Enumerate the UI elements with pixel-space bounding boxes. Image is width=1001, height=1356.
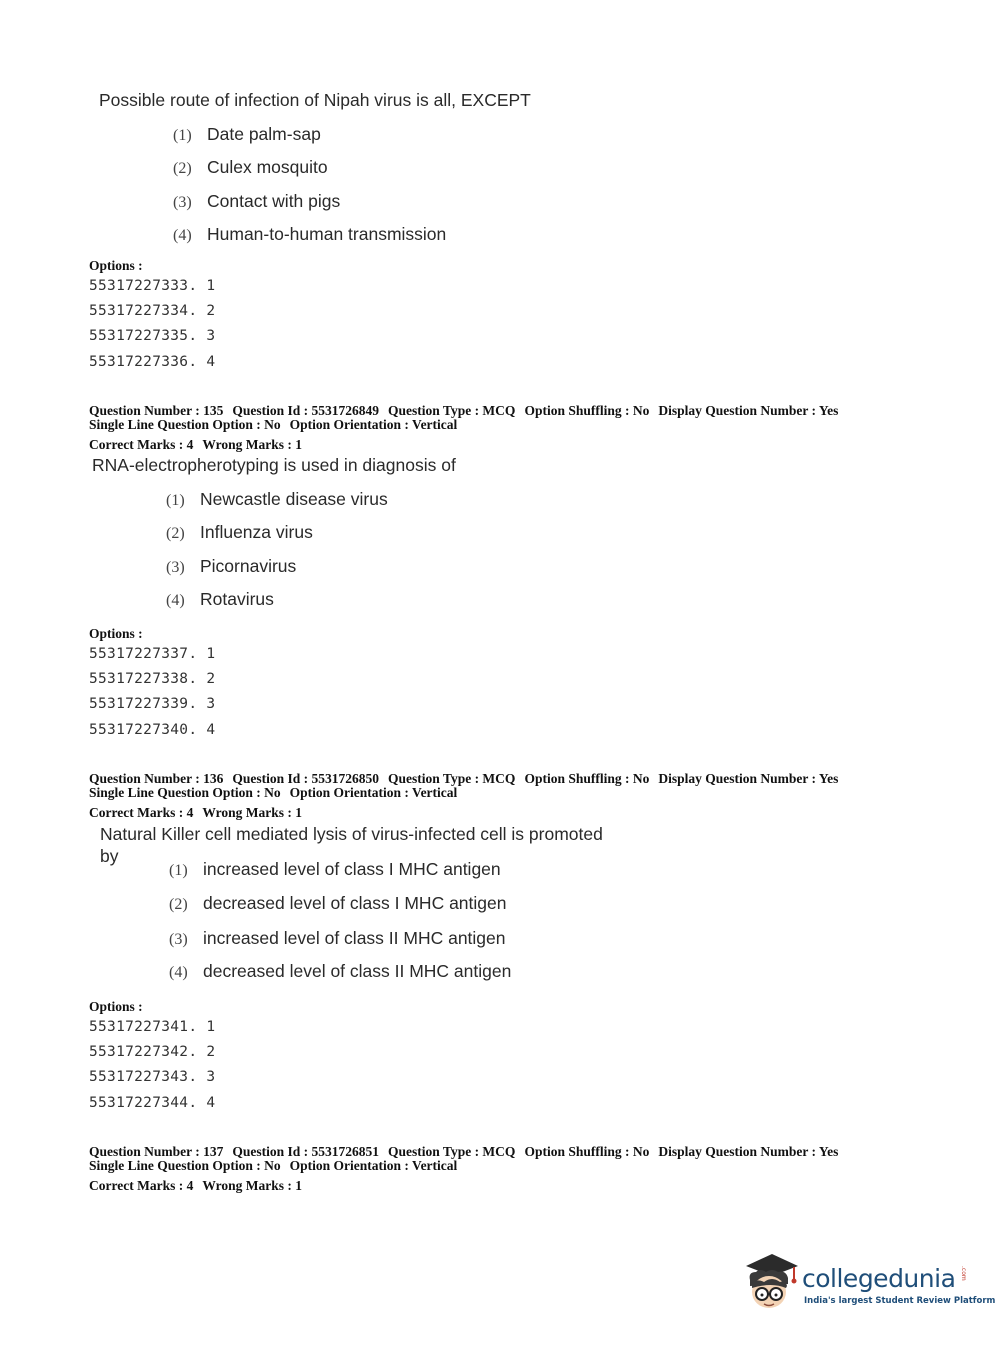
- meta-field: Single Line Question Option : No: [89, 785, 281, 800]
- choice-text: Date palm-sap: [207, 124, 321, 144]
- answer-choice: [169, 859, 501, 880]
- choice-text: Newcastle disease virus: [200, 489, 388, 509]
- answer-choice: [166, 489, 388, 510]
- choice-number: (2): [173, 160, 192, 177]
- logo-domain-suffix: .com: [960, 1266, 967, 1281]
- choice-number: (4): [166, 592, 185, 609]
- question-meta: [89, 403, 847, 418]
- question-meta: [89, 1158, 466, 1173]
- meta-field: Correct Marks : 4: [89, 437, 194, 452]
- option-id: 55317227341. 1: [89, 1019, 216, 1035]
- question-meta: [89, 785, 466, 800]
- meta-field: Question Id : 5531726851: [232, 1144, 380, 1159]
- options-label: Options :: [89, 626, 143, 641]
- choice-number: (3): [169, 931, 188, 948]
- meta-field: Single Line Question Option : No: [89, 417, 281, 432]
- meta-field: Wrong Marks : 1: [202, 437, 302, 452]
- choice-text: Picornavirus: [200, 556, 297, 576]
- meta-field: Correct Marks : 4: [89, 1178, 194, 1193]
- meta-field: Wrong Marks : 1: [202, 1178, 302, 1193]
- meta-field: Single Line Question Option : No: [89, 1158, 281, 1173]
- answer-choice: [173, 124, 321, 145]
- collegedunia-logo: [742, 1250, 996, 1320]
- choice-number: (1): [169, 862, 188, 879]
- choice-text: Human-to-human transmission: [207, 224, 447, 244]
- meta-field: Question Id : 5531726850: [232, 771, 380, 786]
- option-id: 55317227333. 1: [89, 278, 216, 294]
- answer-choice: [166, 556, 296, 577]
- answer-choice: [173, 224, 446, 245]
- meta-field: Question Id : 5531726849: [232, 403, 380, 418]
- meta-field: Question Type : MCQ: [388, 1144, 516, 1159]
- meta-field: Option Shuffling : No: [524, 771, 650, 786]
- options-label: Options :: [89, 999, 143, 1014]
- choice-text: decreased level of class II MHC antigen: [203, 961, 512, 981]
- meta-field: Display Question Number : Yes: [658, 403, 839, 418]
- option-id: 55317227342. 2: [89, 1044, 216, 1060]
- choice-number: (4): [173, 227, 192, 244]
- meta-field: Question Type : MCQ: [388, 771, 516, 786]
- question-marks: [89, 805, 311, 820]
- logo-tagline: India's largest Student Review Platform: [804, 1296, 996, 1306]
- choice-text: Rotavirus: [200, 589, 274, 609]
- choice-number: (1): [166, 492, 185, 509]
- meta-field: Display Question Number : Yes: [658, 771, 839, 786]
- choice-number: (1): [173, 127, 192, 144]
- option-id: 55317227335. 3: [89, 328, 216, 344]
- choice-text: increased level of class II MHC antigen: [203, 928, 506, 948]
- question-text: Possible route of infection of Nipah virus is all, EXCEPT: [99, 90, 531, 110]
- meta-field: Display Question Number : Yes: [658, 1144, 839, 1159]
- choice-number: (4): [169, 964, 188, 981]
- mascot-icon: [742, 1250, 800, 1314]
- option-id: 55317227344. 4: [89, 1095, 216, 1111]
- choice-text: Contact with pigs: [207, 191, 341, 211]
- answer-choice: [166, 589, 274, 610]
- choice-number: (3): [166, 559, 185, 576]
- meta-field: Question Type : MCQ: [388, 403, 516, 418]
- question-text: Natural Killer cell mediated lysis of virus-infected cell is promoted: [100, 824, 603, 844]
- question-meta: [89, 1144, 847, 1159]
- choice-number: (2): [166, 525, 185, 542]
- meta-field: Option Orientation : Vertical: [289, 1158, 458, 1173]
- choice-text: Culex mosquito: [207, 157, 328, 177]
- options-label: Options :: [89, 258, 143, 273]
- option-id: 55317227337. 1: [89, 646, 216, 662]
- choice-text: decreased level of class I MHC antigen: [203, 893, 507, 913]
- option-id: 55317227336. 4: [89, 354, 216, 370]
- meta-field: Option Shuffling : No: [524, 1144, 650, 1159]
- choice-number: (3): [173, 194, 192, 211]
- question-marks: [89, 437, 311, 452]
- meta-field: Wrong Marks : 1: [202, 805, 302, 820]
- option-id: 55317227338. 2: [89, 671, 216, 687]
- meta-field: Option Shuffling : No: [524, 403, 650, 418]
- option-id: 55317227340. 4: [89, 722, 216, 738]
- question-meta: [89, 771, 847, 786]
- answer-choice: [169, 893, 506, 914]
- logo-wordmark: collegedunia: [802, 1264, 956, 1293]
- option-id: 55317227339. 3: [89, 696, 216, 712]
- meta-field: Question Number : 135: [89, 403, 224, 418]
- answer-choice: [169, 928, 506, 949]
- meta-field: Option Orientation : Vertical: [289, 417, 458, 432]
- choice-text: Influenza virus: [200, 522, 313, 542]
- meta-field: Option Orientation : Vertical: [289, 785, 458, 800]
- question-meta: [89, 417, 466, 432]
- meta-field: Question Number : 136: [89, 771, 224, 786]
- question-text-continued: by: [100, 846, 119, 866]
- option-id: 55317227343. 3: [89, 1069, 216, 1085]
- meta-field: Correct Marks : 4: [89, 805, 194, 820]
- choice-number: (2): [169, 896, 188, 913]
- answer-choice: [166, 522, 313, 543]
- answer-choice: [173, 191, 340, 212]
- question-text: RNA-electropherotyping is used in diagnosis of: [92, 455, 456, 475]
- choice-text: increased level of class I MHC antigen: [203, 859, 501, 879]
- question-marks: [89, 1178, 311, 1193]
- option-id: 55317227334. 2: [89, 303, 216, 319]
- answer-choice: [173, 157, 328, 178]
- meta-field: Question Number : 137: [89, 1144, 224, 1159]
- answer-choice: [169, 961, 511, 982]
